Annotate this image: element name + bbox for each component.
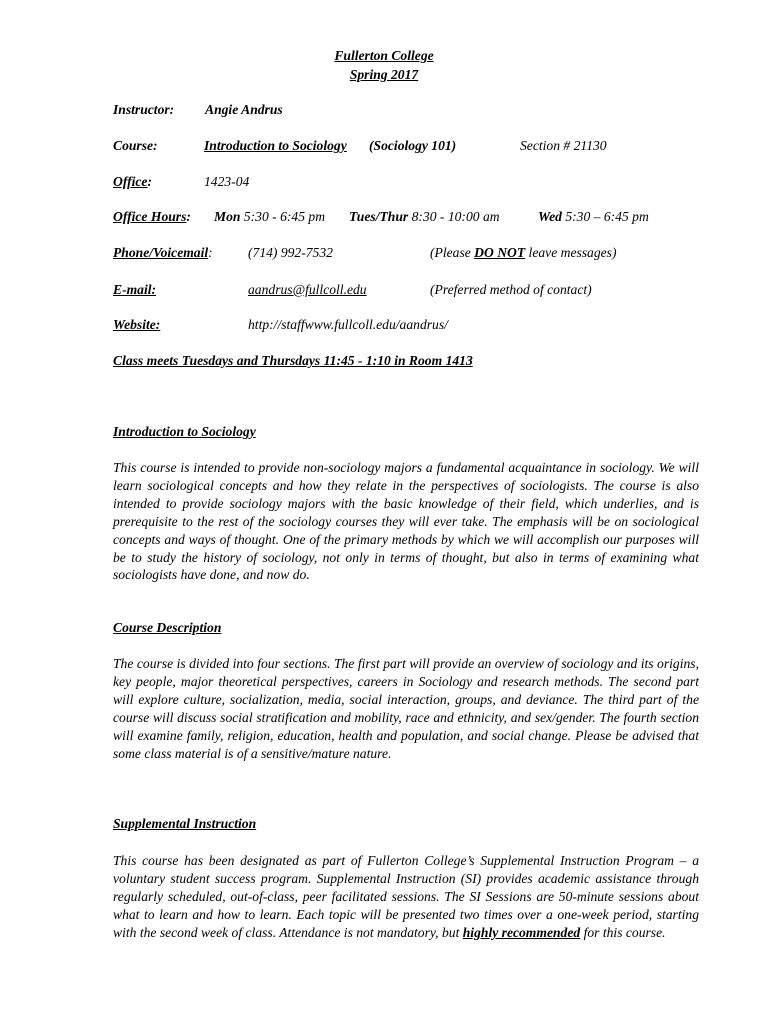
office-value: 1423-04 bbox=[204, 174, 250, 189]
class-meets: Class meets Tuesdays and Thursdays 11:45 - 1:10 in Room 1413 bbox=[113, 353, 473, 368]
email-label: E-mail: bbox=[113, 282, 157, 297]
hours-wed-day: Wed bbox=[538, 209, 562, 224]
website-link[interactable]: http://staffwww.fullcoll.edu/aandrus/ bbox=[248, 317, 448, 332]
website-label: Website: bbox=[113, 317, 161, 332]
course-section: Section # 21130 bbox=[520, 138, 607, 153]
si-text-pre: This course has been designated as part of Fullerton College’s Supplemental Instruction Program – a voluntary student success program. Supplemental Instruction (SI) provides academic assistance through regularly scheduled, out-of-class, peer facilitated sessions. The SI Sessions are 50-minute sessions about what to learn and how to learn. Each topic will be presented two times over a one-week period, starting with the second week of class. Attendance is not mandatory, but bbox=[113, 853, 699, 940]
si-text-post: for this course. bbox=[580, 924, 666, 940]
phone-value: (714) 992-7532 bbox=[248, 245, 333, 260]
instructor-label: Instructor: bbox=[113, 102, 175, 117]
course-code: (Sociology 101) bbox=[369, 138, 457, 153]
course-title: Introduction to Sociology bbox=[204, 138, 347, 153]
instructor-value: Angie Andrus bbox=[205, 102, 283, 117]
office-hours-label: Office Hours bbox=[113, 209, 187, 224]
si-text-strong: highly recommended bbox=[462, 924, 581, 940]
hours-tt-day: Tues/Thur bbox=[349, 209, 409, 224]
hours-wed-time: 5:30 – 6:45 pm bbox=[565, 209, 649, 224]
hours-tt-time: 8:30 - 10:00 am bbox=[411, 209, 500, 224]
phone-colon: : bbox=[208, 245, 213, 260]
description-paragraph: The course is divided into four sections. The first part will provide an overview of sociology and its origins, key people, major theoretical perspectives, careers in Sociology and research methods. The second part will explore culture, socialization, media, social interaction, groups, and deviance. The third part of the course will discuss social stratification and mobility, race and ethnicity, and sex/gender. The fourth section will examine family, religion, education, health and population, and social change. Please be advised that some class material is of a sensitive/mature nature. bbox=[113, 656, 699, 761]
college-title: Fullerton College bbox=[334, 48, 434, 63]
course-label: Course: bbox=[113, 138, 158, 153]
office-hours-colon: : bbox=[186, 209, 191, 224]
phone-note-pre: (Please bbox=[430, 245, 475, 260]
phone-note-strong: DO NOT bbox=[474, 245, 526, 260]
office-label: Office bbox=[113, 174, 148, 189]
intro-paragraph: This course is intended to provide non-sociology majors a fundamental acquaintance in sociology. We will learn sociological concepts and how they relate in the perspectives of sociologists. The course is also intended to provide sociology majors with the basic knowledge of their field, which underlies, and is prerequisite to the rest of the sociology courses they will ever take. The emphasis will be on sociological concepts and ways of thought. One of the primary methods by which we will accomplish our purposes will be to study the history of sociology, not only in terms of thought, but also in terms of examining what sociologists have done, and now do. bbox=[113, 460, 699, 583]
phone-label: Phone/Voicemail bbox=[113, 245, 209, 260]
intro-heading: Introduction to Sociology bbox=[113, 424, 256, 439]
hours-mon-day: Mon bbox=[214, 209, 241, 224]
term-title: Spring 2017 bbox=[349, 67, 419, 82]
email-note: (Preferred method of contact) bbox=[430, 282, 592, 297]
si-heading: Supplemental Instruction bbox=[113, 816, 257, 831]
hours-mon-time: 5:30 - 6:45 pm bbox=[243, 209, 326, 224]
phone-note-post: leave messages) bbox=[525, 245, 617, 260]
si-paragraph bbox=[113, 852, 699, 942]
email-link[interactable]: aandrus@fullcoll.edu bbox=[248, 282, 367, 297]
office-colon: : bbox=[147, 174, 153, 189]
description-heading: Course Description bbox=[113, 620, 222, 635]
